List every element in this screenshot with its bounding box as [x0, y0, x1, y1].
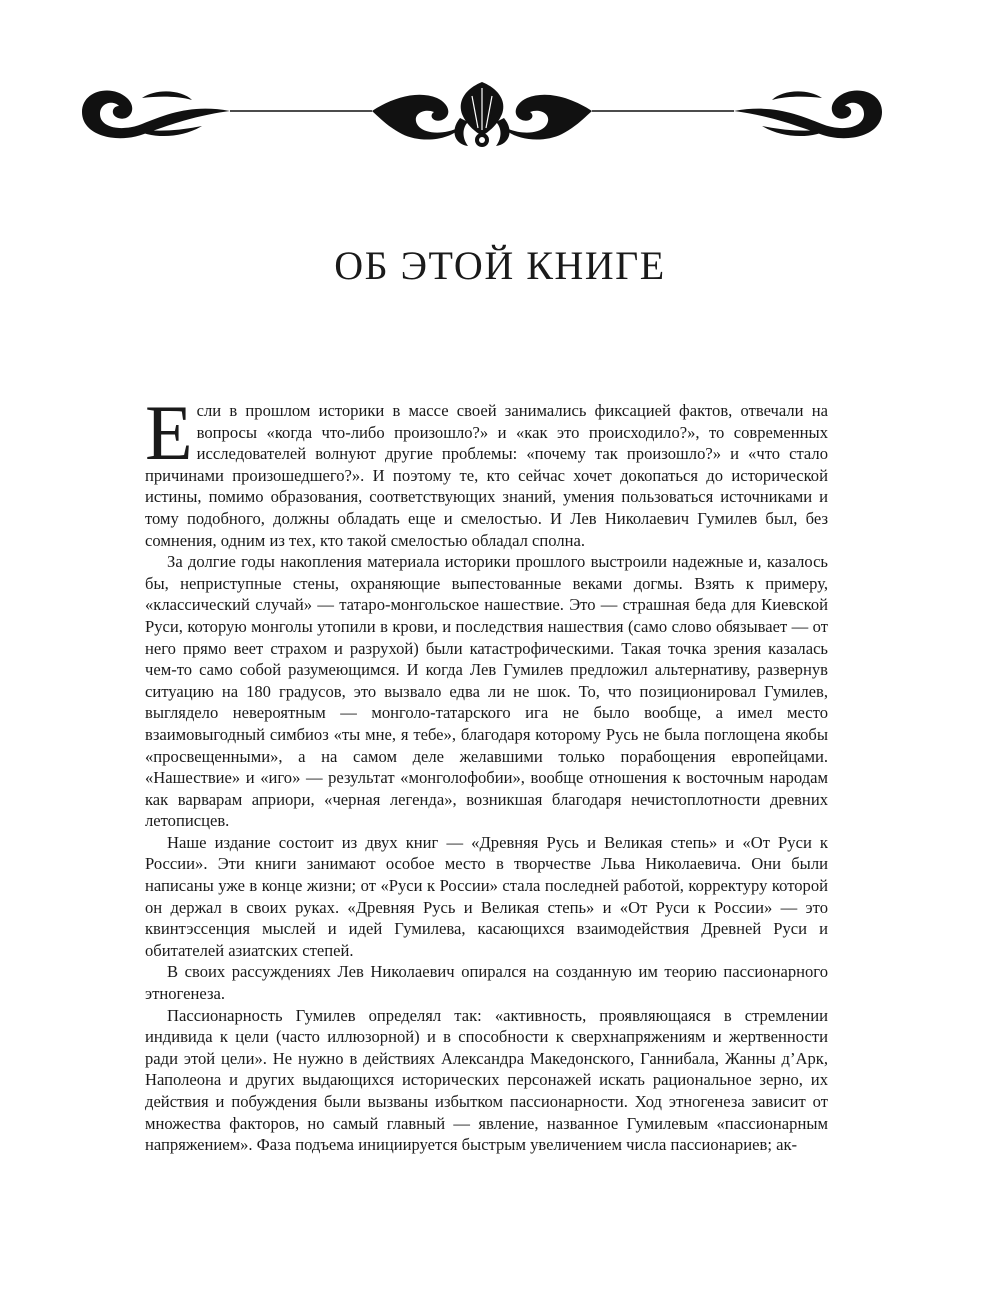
- paragraph-1-text: сли в прошлом историки в массе своей занимались фиксацией фактов, отвечали на вопросы «когда что-либо произошло?» и «как это происходило?», то современных исследователей волнуют другие проблемы: «почему так произошло?» и «что стало причинами произошедшего?». И поэтому те, кто сейчас хочет докопаться до исторической истины, помимо образования, соответствующих знаний, умения пользоваться источниками и тому подобного, должны обладать еще и смелостью. И Лев Николаевич Гумилев был, без сомнения, одним из тех, кто такой смелостью обладал сполна.: [145, 401, 828, 550]
- paragraph-1: [145, 389, 828, 551]
- paragraph-5: Пассионарность Гумилев определял так: «активность, проявляющаяся в стремлении индивида к цели (часто иллюзорной) и в способности к сверхнапряжениям и жертвенности ради этой цели». Не нужно в действиях Александра Македонского, Ганнибала, Жанны д’Арк, Наполеона и других выдающихся исторических персонажей искать рациональное зерно, их действия и побуждения были вызваны избытком пассионарности. Ход этногенеза зависит от множества факторов, но самый главный — явление, названное Гумилевым «пассионарным напряжением». Фаза подъема инициируется быстрым увеличением числа пассионариев; ак-: [145, 1005, 828, 1155]
- header-ornament-icon: [72, 78, 892, 150]
- drop-cap: Е: [145, 389, 193, 476]
- paragraph-3: Наше издание состоит из двух книг — «Древняя Русь и Великая степь» и «От Руси к России». Эти книги занимают особое место в творчестве Льва Николаевича. Они были написаны уже в конце жизни; от «Руси к России» стала последней работой, корректуру которой он держал в своих руках. «Древняя Русь и Великая степь» и «От Руси к России» — это квинтэссенция мыслей и идей Гумилева, касающихся взаимодействия Древней Руси и обитателей азиатских степей.: [145, 832, 828, 960]
- body-text: [145, 389, 828, 1156]
- paragraph-4: В своих рассуждениях Лев Николаевич опирался на созданную им теорию пассионарного этногенеза.: [145, 962, 828, 1004]
- paragraph-2: За долгие годы накопления материала историки прошлого выстроили надежные и, казалось бы, неприступные стены, охраняющие выпестованные веками догмы. Взять к примеру, «классический случай» — татаро-монгольское нашествие. Это — страшная беда для Киевской Руси, которую монголы утопили в крови, и последствия нашествия (само слово обязывает — от него прямо веет страхом и разрухой) были катастрофическими. Такая точка зрения казалась чем-то само собой разумеющимся. И когда Лев Гумилев предложил альтернативу, развернув ситуацию на 180 градусов, это вызвало едва ли не шок. То, что позиционировал Гумилев, выглядело невероятным — монголо-татарского ига не было вообще, а имел место взаимовыгодный симбиоз «ты мне, я тебе», благодаря которому Русь не была поглощена якобы «просвещенными», а на самом деле желавшими только порабощения европейцами. «Нашествие» и «иго» — результат «монголофобии», вообще отношения к восточным народам как варварам априори, «черная легенда», возникшая благодаря нечистоплотности древних летописцев.: [145, 552, 828, 831]
- page-title: ОБ ЭТОЙ КНИГЕ: [334, 243, 666, 288]
